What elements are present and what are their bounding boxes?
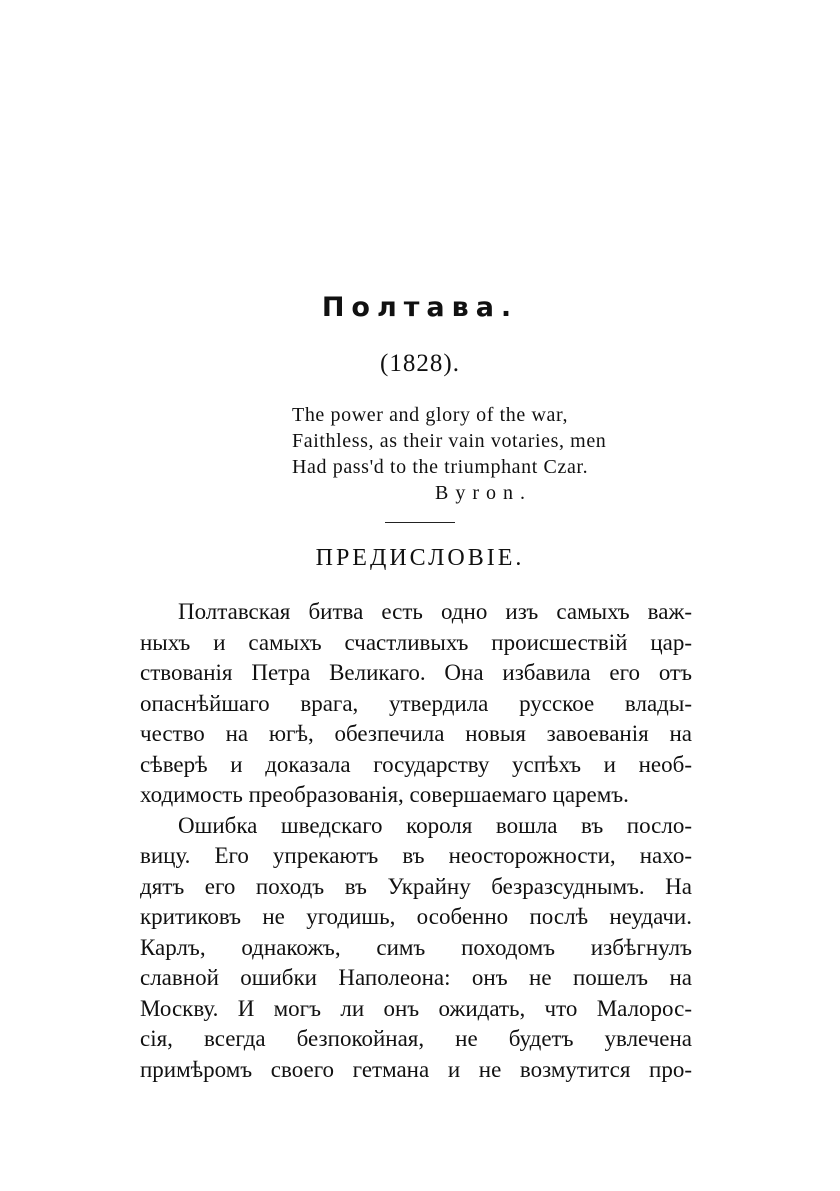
section-heading: ПРЕДИСЛОВІЕ.: [315, 545, 525, 571]
text-line: сія, всегда безпокойная, не будетъ увлечена: [140, 1026, 692, 1051]
text-line: славной ошибки Наполеона: онъ не пошелъ на: [140, 965, 692, 990]
text-line: Полтавская битва есть одно изъ самыхъ важ-: [178, 599, 692, 624]
text-line: Москву. И могъ ли онъ ожидать, что Малорос-: [140, 995, 692, 1021]
poem-year: (1828).: [380, 350, 460, 377]
preface-text: [140, 597, 692, 1085]
text-line: сѣверѣ и доказала государству успѣхъ и необ-: [140, 751, 692, 777]
epigraph-line: Had pass'd to the triumphant Czar.: [292, 456, 589, 478]
epigraph-attribution: Byron.: [435, 482, 532, 504]
text-line: Карлъ, однакожъ, симъ походомъ избѣгнулъ: [140, 934, 692, 960]
text-line: критиковъ не угодишь, особенно послѣ неудачи.: [140, 904, 692, 929]
poem-title: Полтава.: [321, 292, 519, 323]
text-line: ствованія Петра Великаго. Она избавила его отъ: [140, 660, 692, 685]
text-line: Ошибка шведскаго короля вошла въ посло-: [178, 812, 692, 838]
text-line: дятъ его походъ въ Украйну безразсуднымъ. На: [140, 873, 692, 899]
text-line: вицу. Его упрекаютъ въ неосторожности, нахо-: [140, 843, 692, 868]
divider-rule: [385, 522, 455, 523]
text-line: чество на югѣ, обезпечила новыя завоеванія на: [140, 721, 692, 746]
epigraph-line: The power and glory of the war,: [292, 404, 569, 426]
text-line: ходимость преобразованія, совершаемаго царемъ.: [140, 782, 629, 807]
epigraph-line: Faithless, as their vain votaries, men: [292, 430, 607, 452]
text-line: ныхъ и самыхъ счастливыхъ происшествій цар-: [140, 629, 692, 655]
epigraph: [292, 402, 672, 480]
text-line: примѣромъ своего гетмана и не возмутится про-: [140, 1056, 692, 1082]
text-line: опаснѣйшаго врага, утвердила русское влады-: [140, 690, 692, 716]
